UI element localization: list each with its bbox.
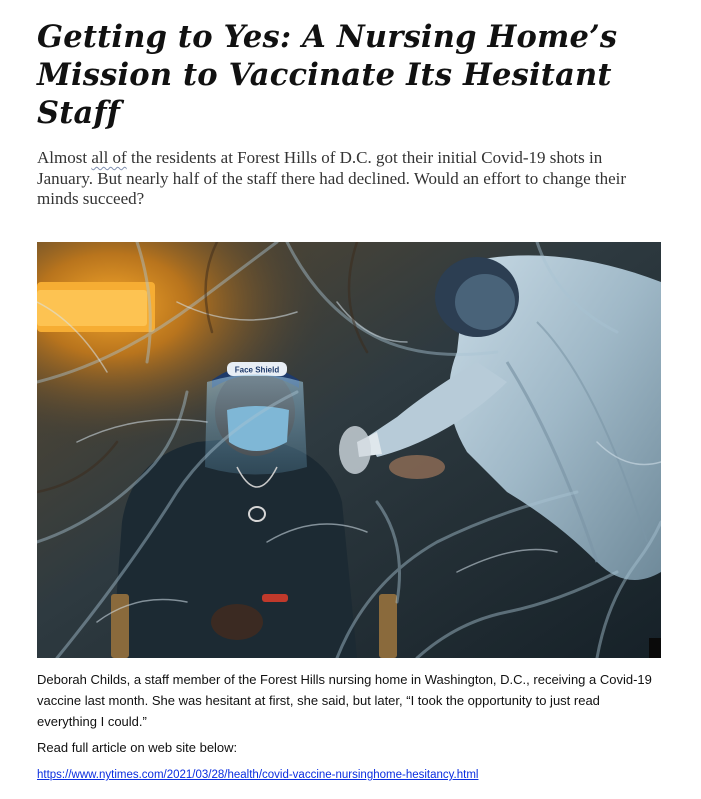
article-photo <box>37 242 661 658</box>
summary-marked-text: all of <box>91 148 127 167</box>
summary-text-start: Almost <box>37 148 92 167</box>
photo-caption: Deborah Childs, a staff member of the Forest Hills nursing home in Washington, D.C., receiving a Covid-19 vaccine last month. She was hesitant at first, she said, but later, “I took the opportunity to just read everything I could.” <box>37 672 652 729</box>
summary-text-end: the residents at Forest Hills of D.C. got their initial Covid-19 shots in January. But nearly half of the staff there had declined. Would an effort to change their minds succeed? <box>37 148 627 208</box>
article-summary <box>37 148 662 210</box>
read-more-text: Read full article on web site below: <box>37 740 238 755</box>
article-link[interactable]: https://www.nytimes.com/2021/03/28/health/covid-vaccine-nursinghome-hesitancy.html <box>37 769 479 781</box>
face-shield-label: Face Shield <box>234 365 280 375</box>
article-headline: Getting to Yes: A Nursing Home’s Mission to Vaccinate Its Hesitant Staff <box>37 19 618 131</box>
